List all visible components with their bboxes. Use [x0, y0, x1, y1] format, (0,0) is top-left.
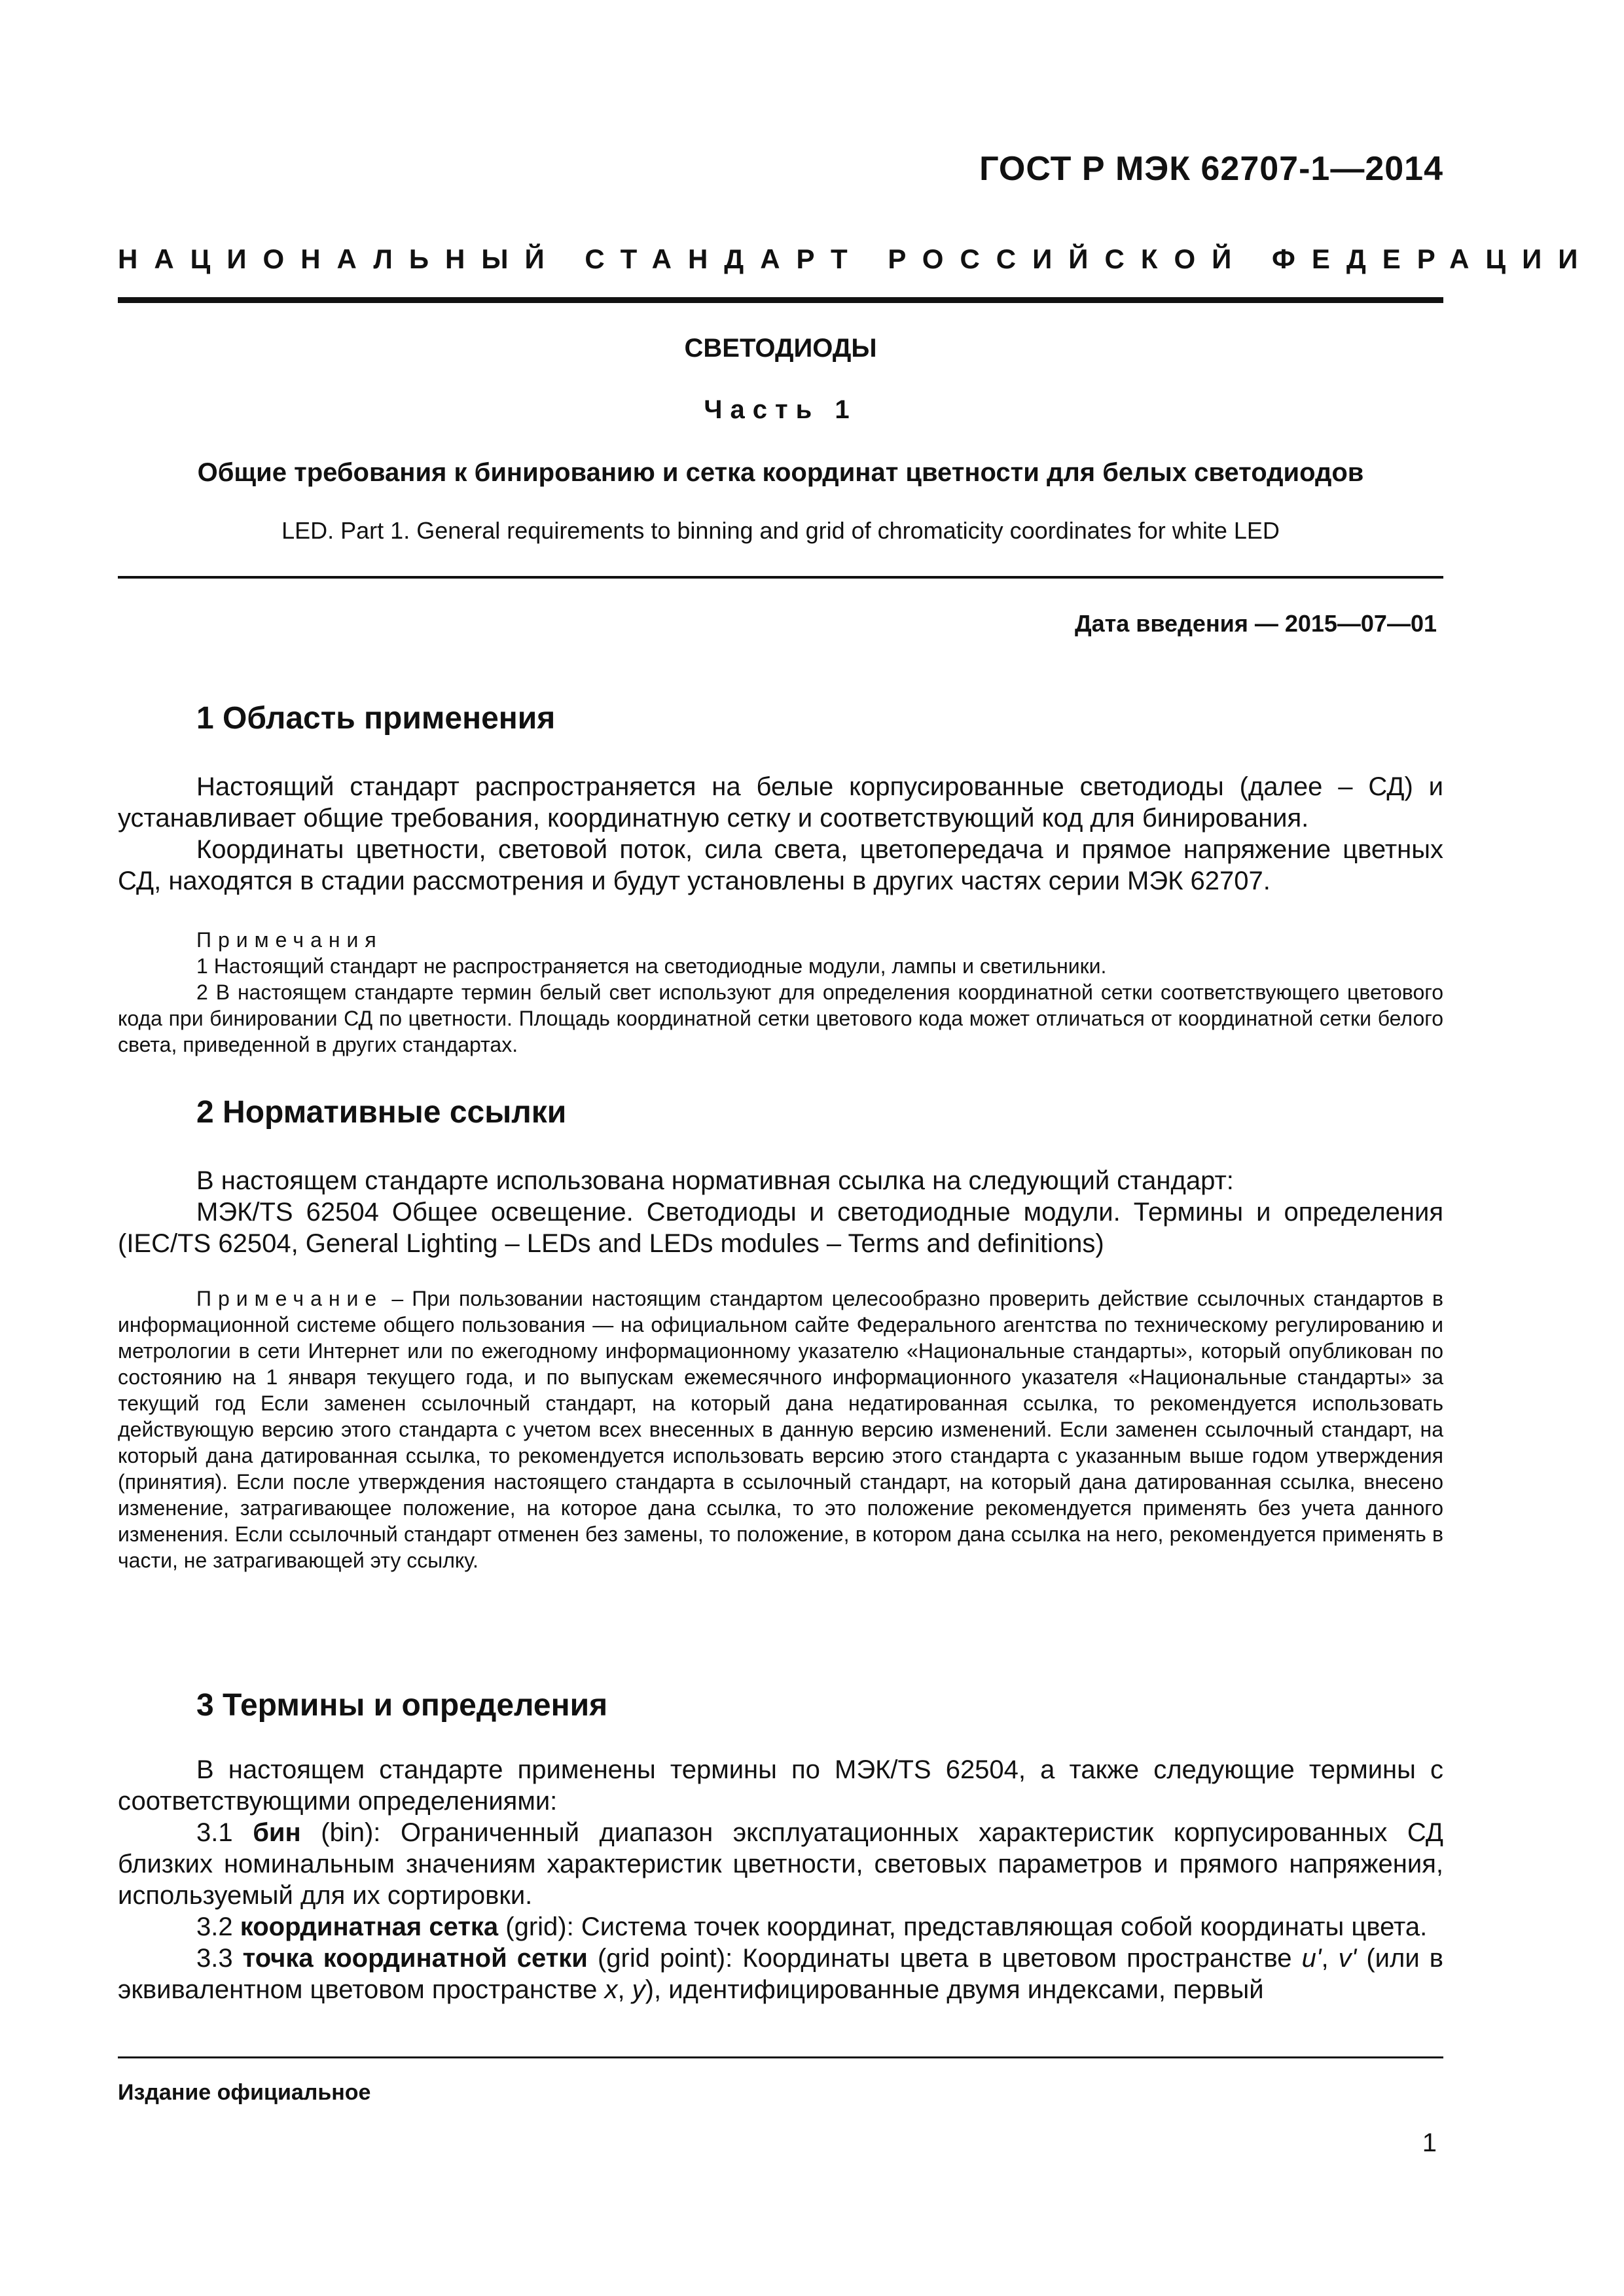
- section-3-body: [118, 1754, 1443, 2005]
- section-2-heading: 2 Нормативные ссылки: [196, 1095, 567, 1130]
- edition-label: Издание официальное: [118, 2080, 371, 2105]
- paragraph: Настоящий стандарт распространяется на белые корпусированные светодиоды (далее – СД) и устанавливает общие требования, координатную сетку и соответствующий код для бинирования.: [118, 772, 1443, 833]
- org-title: НАЦИОНАЛЬНЫЙ СТАНДАРТ РОССИЙСКОЙ ФЕДЕРАЦИИ: [118, 243, 1595, 274]
- footer-rule: [118, 2056, 1443, 2058]
- term-number: 3.2: [196, 1912, 240, 1941]
- term-definition: (или в эквивалентном цветовом пространстве: [118, 1944, 1444, 2004]
- document-page: [118, 0, 1595, 2296]
- term-name: точка координатной сетки: [242, 1944, 588, 1973]
- standard-title: СВЕТОДИОДЫ: [684, 334, 877, 363]
- header-rule: [118, 297, 1443, 303]
- paragraph: В настоящем стандарте использована нормативная ссылка на следующий стандарт:: [196, 1166, 1234, 1195]
- english-title: LED. Part 1. General requirements to binning and grid of chromaticity coordinates for white LED: [281, 517, 1280, 544]
- note-item: 2 В настоящем стандарте термин белый свет используют для определения координатной сетки соответствующего цветового кода при бинировании СД по цветности. Площадь координатной сетки цветового кода может отличаться от координатной сетки белого света, приведенной в других стандартах.: [118, 980, 1443, 1056]
- paragraph: В настоящем стандарте применены термины по МЭК/TS 62504, а также следующие термины с соответствующими определениями:: [118, 1755, 1443, 1816]
- term-definition: ), идентифицированные двумя индексами, первый: [645, 1975, 1264, 2004]
- separator: ,: [617, 1975, 632, 2004]
- section-1-body: [118, 771, 1443, 897]
- section-2-note: [118, 1285, 1443, 1573]
- section-3-heading: 3 Термины и определения: [196, 1688, 608, 1723]
- coordinate-y: y: [632, 1975, 645, 2004]
- coordinate-x: x: [604, 1975, 618, 2004]
- note-label: Примечание: [196, 1287, 384, 1310]
- note-text: – При пользовании настоящим стандартом целесообразно проверить действие ссылочных стандартов в информационной системе общего пользования — на официальном сайте Федерального агентства по техническому регулированию и метрологии в сети Интернет или по ежегодному информационному указателю «Национальные стандарты», который опубликован по состоянию на 1 января текущего года, и по выпускам ежемесячного информационного указателя «Национальные стандарты» за текущий год Если заменен ссылочный стандарт, на который дана недатированная ссылка, то рекомендуется использовать действующую версию этого стандарта с учетом всех внесенных в данную версию изменений. Если заменен ссылочный стандарт, на который дана датированная ссылка, то рекомендуется использовать версию этого стандарта с указанным выше годом утверждения (принятия). Если после утверждения настоящего стандарта в ссылочный стандарт, на который дана датированная ссылка, внесено изменение, затрагивающее положение, на которое дана ссылка, то это положение рекомендуется применять без учета данного изменения. Если ссылочный стандарт отменен без замены, то положение, в котором дана ссылка на него, рекомендуется применять в части, не затрагивающей эту ссылку.: [118, 1287, 1443, 1572]
- coordinate-u: u': [1301, 1944, 1322, 1973]
- coordinate-v: v': [1338, 1944, 1357, 1973]
- section-2-body: [118, 1165, 1443, 1259]
- term-3-1: [118, 1817, 1443, 1911]
- note-paragraph: [118, 1285, 1443, 1573]
- separator: ,: [1321, 1944, 1339, 1973]
- page-number: 1: [1422, 2128, 1437, 2157]
- document-code: ГОСТ Р МЭК 62707-1—2014: [979, 150, 1443, 188]
- term-definition: (bin): Ограниченный диапазон эксплуатационных характеристик корпусированных СД близких номинальным значениям характеристик цветности, световых параметров и прямого напряжения, используемый для их сортировки.: [118, 1818, 1444, 1910]
- term-definition: (grid): Система точек координат, представляющая собой координаты цвета.: [498, 1912, 1428, 1941]
- term-3-2: [118, 1911, 1443, 1943]
- part-label: Часть 1: [704, 395, 857, 424]
- section-1-heading: 1 Область применения: [196, 701, 556, 736]
- note-item: 1 Настоящий стандарт не распространяется на светодиодные модули, лампы и светильники.: [196, 954, 1107, 978]
- introduction-date: Дата введения — 2015—07—01: [1074, 610, 1437, 637]
- notes-label: Примечания: [196, 928, 383, 952]
- section-1-notes: [118, 927, 1443, 1058]
- term-name: бин: [253, 1818, 301, 1847]
- paragraph: МЭК/TS 62504 Общее освещение. Светодиоды и светодиодные модули. Термины и определения (IEC/TS 62504, General Lighting – LEDs and LEDs modules – Terms and definitions): [118, 1198, 1443, 1258]
- title-rule: [118, 576, 1443, 579]
- term-number: 3.3: [196, 1944, 243, 1973]
- paragraph: Координаты цветности, световой поток, сила света, цветопередача и прямое напряжение цветных СД, находятся в стадии рассмотрения и будут установлены в других частях серии МЭК 62707.: [118, 835, 1443, 895]
- term-name: координатная сетка: [240, 1912, 499, 1941]
- term-number: 3.1: [196, 1818, 253, 1847]
- standard-subtitle: Общие требования к бинированию и сетка координат цветности для белых светодиодов: [197, 458, 1364, 487]
- term-definition: (grid point): Координаты цвета в цветовом пространстве: [587, 1944, 1302, 1973]
- term-3-3: [118, 1943, 1443, 2005]
